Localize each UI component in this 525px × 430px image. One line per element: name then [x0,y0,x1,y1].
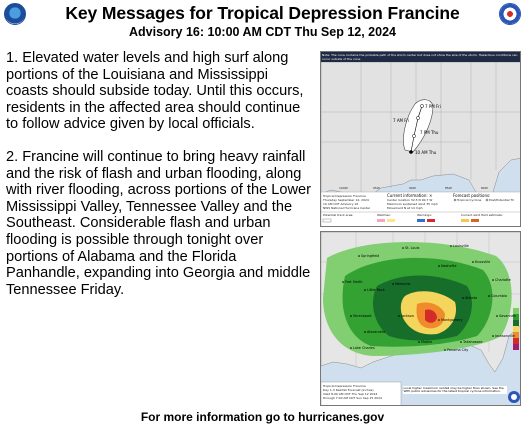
forecast-item: Tropical Cyclone [457,198,482,202]
city-label: Little Rock [367,288,385,292]
track-label-10am-thu: 10 AM Thu [415,150,437,155]
advisory-subtitle: Advisory 16: 10:00 AM CDT Thu Sep 12, 2024 [129,25,396,39]
legend-label: Watches: [377,213,391,217]
longitude-label: 90W [409,186,416,190]
city-label: Mobile [421,340,433,344]
city-label: Memphis [395,282,411,286]
city-label: Tallahassee [463,340,483,344]
rain-caption-line: Valid 8:00 AM CDT Thu Sep 12 2024 [323,392,378,396]
rainfall-graphic [320,231,521,406]
city-label: Savannah [499,314,516,318]
city-label: Louisville [453,244,469,248]
city-label: Atlanta [465,296,478,300]
city-label: Charlotte [495,278,511,282]
rainfall-color-scale [513,302,519,350]
city-label: Fort Smith [345,280,363,284]
storm-time: Thursday September 12, 2024 [323,198,369,202]
longitude-label: 95W [373,186,380,190]
city-label: Panama City [447,348,469,352]
current-info-line: Movement N at 14 mph [387,206,423,210]
city-label: Knoxville [475,260,491,264]
key-message-1: 1. Elevated water levels and high surf along portions of the Louisiana and Mississippi coasts should subside today. Until this occurs, residents in the affected area should continue to follow advice given by local officials. [6,50,304,133]
city-label: Montgomery [441,318,463,322]
current-info-line: Center location 32.5 N 90.7 W [387,198,433,202]
city-label: Columbia [491,294,508,298]
city-label: Jackson [401,314,414,318]
legend-label: Warnings: [417,213,432,217]
cone-graphic [320,51,521,227]
nws-logo [499,3,521,25]
city-label: Shreveport [353,314,372,318]
legend-label: Current wind field estimate: [461,213,503,217]
storm-advisory: 10 AM CDT Advisory 16 [323,202,359,206]
track-label-7pm-thu: 7 PM Thu [420,130,439,135]
cone-map-svg [321,52,521,227]
forecast-item: Post/Potential TC [489,198,515,202]
track-label-7am-fri: 7 AM Fri [393,118,410,123]
rain-map-svg [321,232,521,406]
page-title: Key Messages for Tropical Depression Francine [65,3,460,23]
track-label-7pm-fri: 7 PM Fri [425,104,441,109]
storm-name: Tropical Depression Francine [323,194,366,198]
longitude-label: 80W [481,186,488,190]
rain-caption-line: Day 1-3 Rainfall Forecast (inches) [323,388,374,392]
cone-note: Note: The cone contains the probable path of the storm center but does not show the size of the storm. Hazardous conditions can occur outside of the cone. [322,52,518,61]
forecast-positions-title: Forecast positions: [453,193,491,198]
current-info-title: Current information: × [387,193,433,198]
key-message-2: 2. Francine will continue to bring heavy rainfall and the risk of flash and urban flooding, along with river flooding, across portions of the Lower Mississippi Valley, Tennessee Valley and the Southeast. Considerable flash and urban flooding is possible through tonight over portions of Alabama and the Florida Panhandle, expanding into Georgia and middle Tennessee Friday. [6,148,311,298]
rain-caption-line: Tropical Depression Francine [323,384,366,388]
page-header [0,0,525,48]
city-label: Nashville [441,264,457,268]
city-label: St. Louis [405,246,420,250]
legend-label: Potential track area: [323,213,354,217]
storm-source: NWS National Hurricane Center [323,206,371,210]
city-label: Springfield [361,254,380,258]
key-messages [6,50,314,314]
rain-disclaimer: Local higher maximum rainfall may be higher than shown. See the WPC public advisories for the latest tropical cyclone information. [403,386,507,394]
current-info-line: Maximum sustained wind 35 mph [387,202,438,206]
city-label: Lake Charles [353,346,375,350]
footer-link-text: For more information go to hurricanes.gov [140,410,385,424]
longitude-label: 85W [445,186,452,190]
rain-caption-line: through 7:00 AM CDT Sun Sep 15 2024 [323,396,382,400]
city-label: Jacksonville [495,334,515,338]
city-label: Alexandria [367,330,386,334]
longitude-label: 100W [339,186,348,190]
